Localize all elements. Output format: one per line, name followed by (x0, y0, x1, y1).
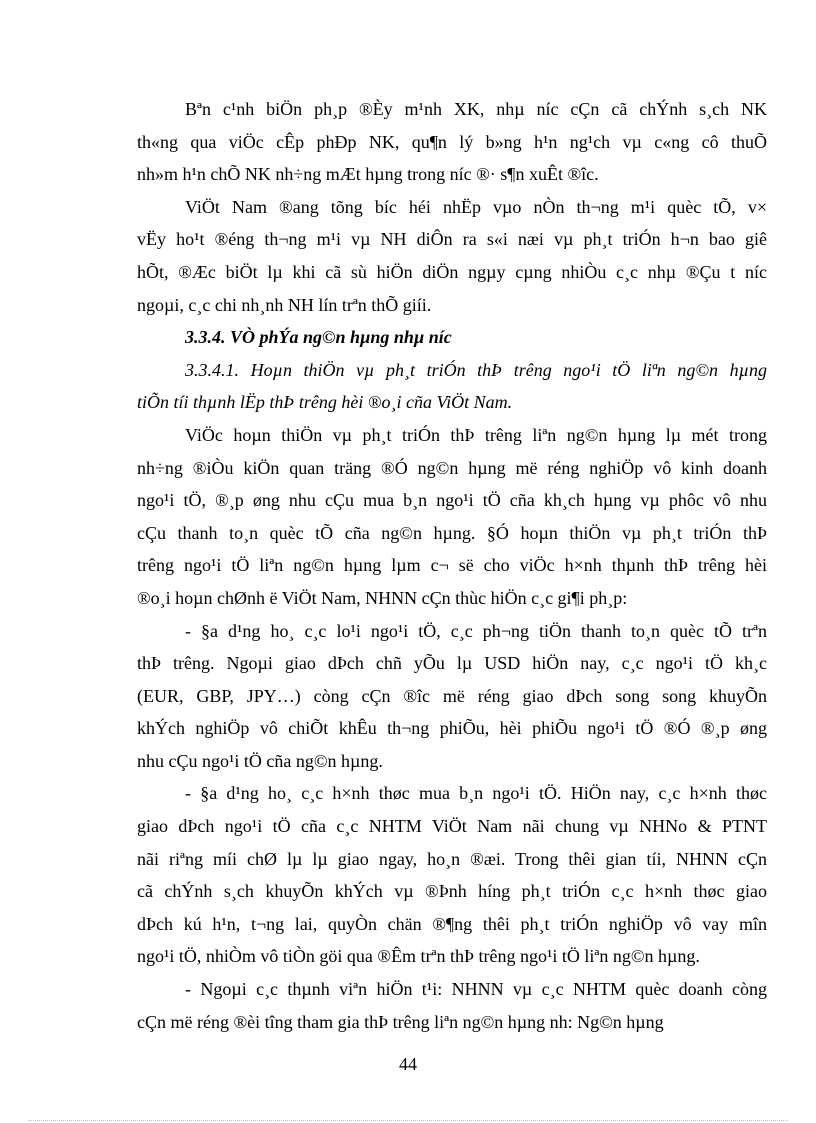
text-line: 3.3.4.1. Hoµn thiÖn vµ ph¸t triÓn thÞ trêng ngo¹i tÖ liªn ng©n hµng (185, 359, 767, 380)
text-line: nh÷ng ®iÒu kiÖn quan träng ®Ó ng©n hµng më réng nghiÖp vô kinh doanh (137, 457, 767, 478)
text-line: giao dÞch ngo¹i tÖ cña c¸c NHTM ViÖt Nam nãi chung vµ NHNo & PTNT (137, 816, 767, 837)
footer-divider (28, 1120, 788, 1121)
paragraph (137, 973, 767, 1038)
text-line: (EUR, GBP, JPY…) còng cÇn ®îc më réng giao dÞch song song khuyÕn (137, 685, 767, 706)
text-line: cÇn më réng ®èi tîng tham gia thÞ trêng liªn ng©n hµng nh: Ng©n hµng (137, 1011, 664, 1032)
paragraph (137, 191, 767, 321)
text-line: - §a d¹ng ho¸ c¸c lo¹i ngo¹i tÖ, c¸c ph¬ng tiÖn thanh to¸n quèc tÕ trªn (185, 620, 767, 641)
text-line: ®o¸i hoµn chØnh ë ViÖt Nam, NHNN cÇn thùc hiÖn c¸c gi¶i ph¸p: (137, 587, 628, 608)
paragraph (137, 777, 767, 973)
text-line: nãi riªng míi chØ lµ lµ giao ngay, ho¸n ®æi. Trong thêi gian tíi, NHNN cÇn (137, 848, 767, 869)
text-line: tiÕn tíi thµnh lËp thÞ trêng hèi ®o¸i cña ViÖt Nam. (137, 392, 513, 413)
text-line: 3.3.4. VÒ phÝa ng©n hµng nhµ níc (185, 327, 452, 348)
text-line: ViÖc hoµn thiÖn vµ ph¸t triÓn thÞ trêng liªn ng©n hµng lµ mét trong (185, 424, 767, 445)
text-line: vËy ho¹t ®éng th¬ng m¹i vµ NH diÔn ra s«i næi vµ ph¸t triÓn h¬n bao giê (137, 229, 767, 250)
text-line: khÝch nghiÖp vô chiÕt khÊu th¬ng phiÕu, hèi phiÕu ngo¹i tÖ ®Ó ®¸p øng (137, 718, 767, 739)
page-number: 44 (399, 1054, 417, 1074)
text-line: - Ngoµi c¸c thµnh viªn hiÖn t¹i: NHNN vµ c¸c NHTM quèc doanh còng (185, 979, 767, 1000)
text-line: - §a d¹ng ho¸ c¸c h×nh thøc mua b¸n ngo¹i tÖ. HiÖn nay, c¸c h×nh thøc (185, 783, 767, 804)
text-line: hÕt, ®Æc biÖt lµ khi cã sù hiÖn diÖn ngµy cµng nhiÒu c¸c nhµ ®Çu t níc (137, 261, 767, 282)
text-line: thÞ trêng. Ngoµi giao dÞch chñ yÕu lµ USD hiÖn nay, c¸c ngo¹i tÖ kh¸c (137, 653, 767, 674)
text-line: dÞch kú h¹n, t¬ng lai, quyÒn chän ®¶ng thêi ph¸t triÓn nghiÖp vô vay mîn (137, 913, 767, 934)
text-line: nhu cÇu ngo¹i tÖ cña ng©n hµng. (137, 750, 383, 771)
text-line: ViÖt Nam ®ang tõng bíc héi nhËp vµo nÒn th¬ng m¹i quèc tÕ, v× (185, 196, 767, 217)
text-line: cÇu thanh to¸n quèc tÕ cña ng©n hµng. §Ó hoµn thiÖn vµ ph¸t triÓn thÞ (137, 522, 767, 543)
text-line: ngo¹i tÖ, ®¸p øng nhu cÇu mua b¸n ngo¹i tÖ cña kh¸ch hµng vµ phôc vô nhu (137, 490, 767, 511)
text-line: cã chÝnh s¸ch khuyÕn khÝch vµ ®Þnh híng ph¸t triÓn c¸c h×nh thøc giao (137, 881, 767, 902)
section-heading (137, 321, 767, 354)
paragraph (137, 93, 767, 191)
text-line: th«ng qua viÖc cÊp phÐp NK, qu¶n lý b»ng h¹n ng¹ch vµ c«ng cô thuÕ (137, 131, 767, 152)
paragraph (137, 615, 767, 778)
subsection-heading (137, 354, 767, 419)
body-text (137, 93, 767, 1038)
text-line: ngoµi, c¸c chi nh¸nh NH lín trªn thÕ giíi. (137, 294, 432, 315)
text-line: ngo¹i tÖ, nhiÒm vô tiÒn göi qua ®Êm trªn thÞ trêng ngo¹i tÖ liªn ng©n hµng. (137, 946, 700, 967)
paragraph (137, 419, 767, 615)
text-line: Bªn c¹nh biÖn ph¸p ®Èy m¹nh XK, nhµ níc cÇn cã chÝnh s¸ch NK (185, 99, 767, 119)
text-line: trêng ngo¹i tÖ liªn ng©n hµng lµm c¬ së cho viÖc h×nh thµnh thÞ trêng hèi (137, 555, 767, 576)
text-line: nh»m h¹n chÕ NK nh÷ng mÆt hµng trong níc ®· s¶n xuÊt ®îc. (137, 164, 599, 185)
